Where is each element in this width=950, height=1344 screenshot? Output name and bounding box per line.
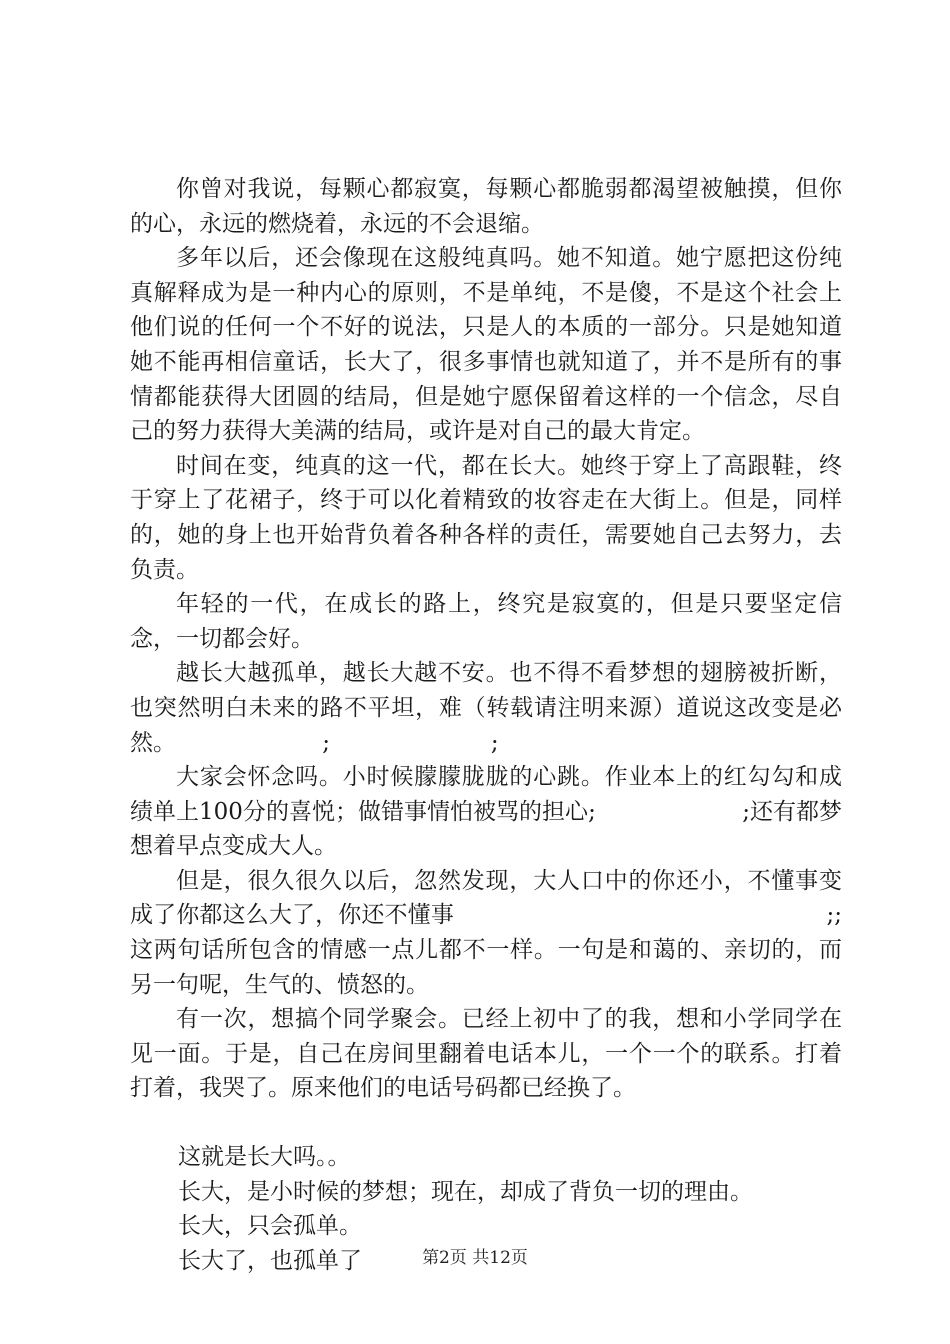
paragraph: 你曾对我说，每颗心都寂寞，每颗心都脆弱都渴望被触摸，但你的心，永远的燃烧着，永远的不会退缩。 — [130, 176, 842, 237]
paragraph: 但是，很久很久以后，忽然发现，大人口中的你还小，不懂事变成了你都这么大了，你还不懂事 ;;这两句话所包含的情感一点儿都不一样。一句是和蔼的、亲切的，而另一句呢，生气的、愤怒的。 — [130, 867, 842, 998]
blank-line — [130, 1106, 842, 1140]
page-number-footer: 第2页 共12页 — [422, 1248, 528, 1268]
paragraph: 多年以后，还会像现在这般纯真吗。她不知道。她宁愿把这份纯真解释成为是一种内心的原则，不是单纯，不是傻，不是这个社会上他们说的任何一个不好的说法，只是人的本质的一部分。只是她知道她不能再相信童话，长大了，很多事情也就知道了，并不是所有的事情都能获得大团圆的结局，但是她宁愿保留着这样的一个信念，尽自己的努力获得大美满的结局，或许是对自己的最大肯定。 — [130, 245, 842, 445]
paragraph: 时间在变，纯真的这一代，都在长大。她终于穿上了高跟鞋，终于穿上了花裙子，终于可以化着精致的妆容走在大街上。但是，同样的，她的身上也开始背负着各种各样的责任，需要她自己去努力，去负责。 — [130, 452, 842, 583]
paragraph: 年轻的一代，在成长的路上，终究是寂寞的，但是只要坚定信念，一切都会好。 — [130, 591, 842, 652]
short-line: 长大，是小时候的梦想；现在，却成了背负一切的理由。 — [178, 1178, 753, 1205]
paragraph: 大家会怀念吗。小时候朦朦胧胧的心跳。作业本上的红勾勾和成绩单上100分的喜悦；做错事情怕被骂的担心; ;还有都梦想着早点变成大人。 — [130, 764, 842, 860]
paragraph: 有一次，想搞个同学聚会。已经上初中了的我，想和小学同学在见一面。于是，自己在房间里翻着电话本儿，一个一个的联系。打着打着，我哭了。原来他们的电话号码都已经换了。 — [130, 1006, 842, 1102]
document-body — [130, 172, 842, 1278]
short-line: 长大了，也孤单了 — [178, 1247, 362, 1274]
short-line: 这就是长大吗。。 — [178, 1144, 351, 1171]
paragraph: 越长大越孤单，越长大越不安。也不得不看梦想的翅膀被折断，也突然明白未来的路不平坦，难（转载请注明来源）道说这改变是必然。 ; ; — [130, 660, 842, 756]
short-line: 长大，只会孤单。 — [178, 1213, 362, 1240]
